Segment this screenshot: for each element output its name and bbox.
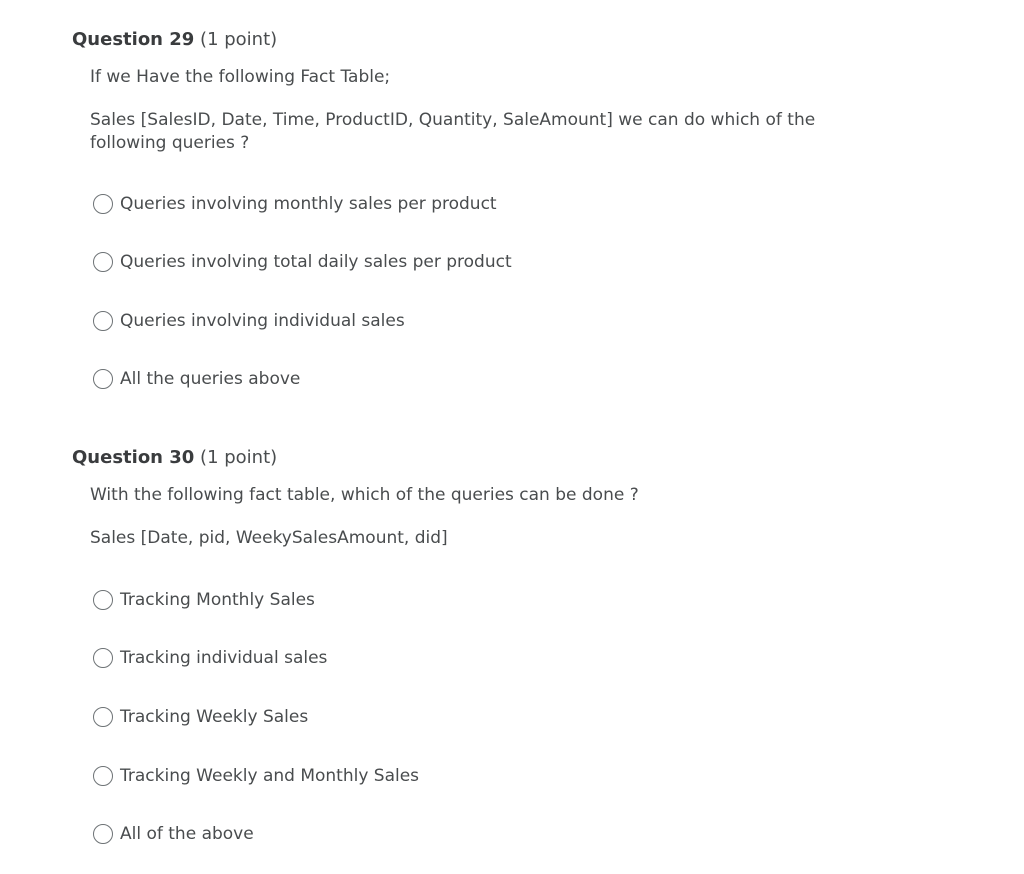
radio-button[interactable]	[93, 707, 113, 727]
answer-option-label[interactable]: All of the above	[120, 824, 254, 844]
answer-option[interactable]	[93, 763, 419, 789]
answer-option-label[interactable]: Queries involving total daily sales per product	[120, 252, 512, 272]
question-29	[72, 28, 972, 389]
question-title	[72, 28, 972, 52]
answer-option[interactable]	[93, 821, 254, 847]
answer-option-label[interactable]: Tracking Monthly Sales	[120, 590, 315, 610]
question-text: Sales [Date, pid, WeekySalesAmount, did]	[90, 528, 448, 548]
radio-button[interactable]	[93, 194, 113, 214]
question-number: Question 30	[72, 447, 195, 468]
question-title	[72, 446, 972, 470]
radio-button[interactable]	[93, 252, 113, 272]
question-number: Question 29	[72, 29, 195, 50]
question-points: (1 point)	[200, 447, 278, 468]
answer-option-label[interactable]: Tracking Weekly and Monthly Sales	[120, 766, 420, 786]
answer-option[interactable]	[93, 366, 300, 392]
answer-option[interactable]	[93, 587, 315, 613]
answer-option[interactable]	[93, 645, 327, 671]
radio-button[interactable]	[93, 311, 113, 331]
answer-option[interactable]	[93, 704, 308, 730]
radio-button[interactable]	[93, 824, 113, 844]
radio-button[interactable]	[93, 648, 113, 668]
question-text: Sales [SalesID, Date, Time, ProductID, Quantity, SaleAmount] we can do which of the following queries ?	[90, 110, 816, 153]
answer-option[interactable]	[93, 191, 497, 217]
answer-option-label[interactable]: Queries involving individual sales	[120, 311, 405, 331]
radio-button[interactable]	[93, 590, 113, 610]
radio-button[interactable]	[93, 766, 113, 786]
answer-option-label[interactable]: All the queries above	[120, 369, 301, 389]
question-points: (1 point)	[200, 29, 278, 50]
radio-button[interactable]	[93, 369, 113, 389]
answer-option-label[interactable]: Tracking Weekly Sales	[120, 707, 309, 727]
question-text: With the following fact table, which of the queries can be done ?	[90, 485, 639, 505]
answer-option-label[interactable]: Queries involving monthly sales per product	[120, 194, 497, 214]
question-30	[72, 446, 972, 844]
answer-option-label[interactable]: Tracking individual sales	[120, 648, 328, 668]
answer-option[interactable]	[93, 308, 405, 334]
question-text: If we Have the following Fact Table;	[90, 67, 391, 87]
answer-option[interactable]	[93, 249, 512, 275]
